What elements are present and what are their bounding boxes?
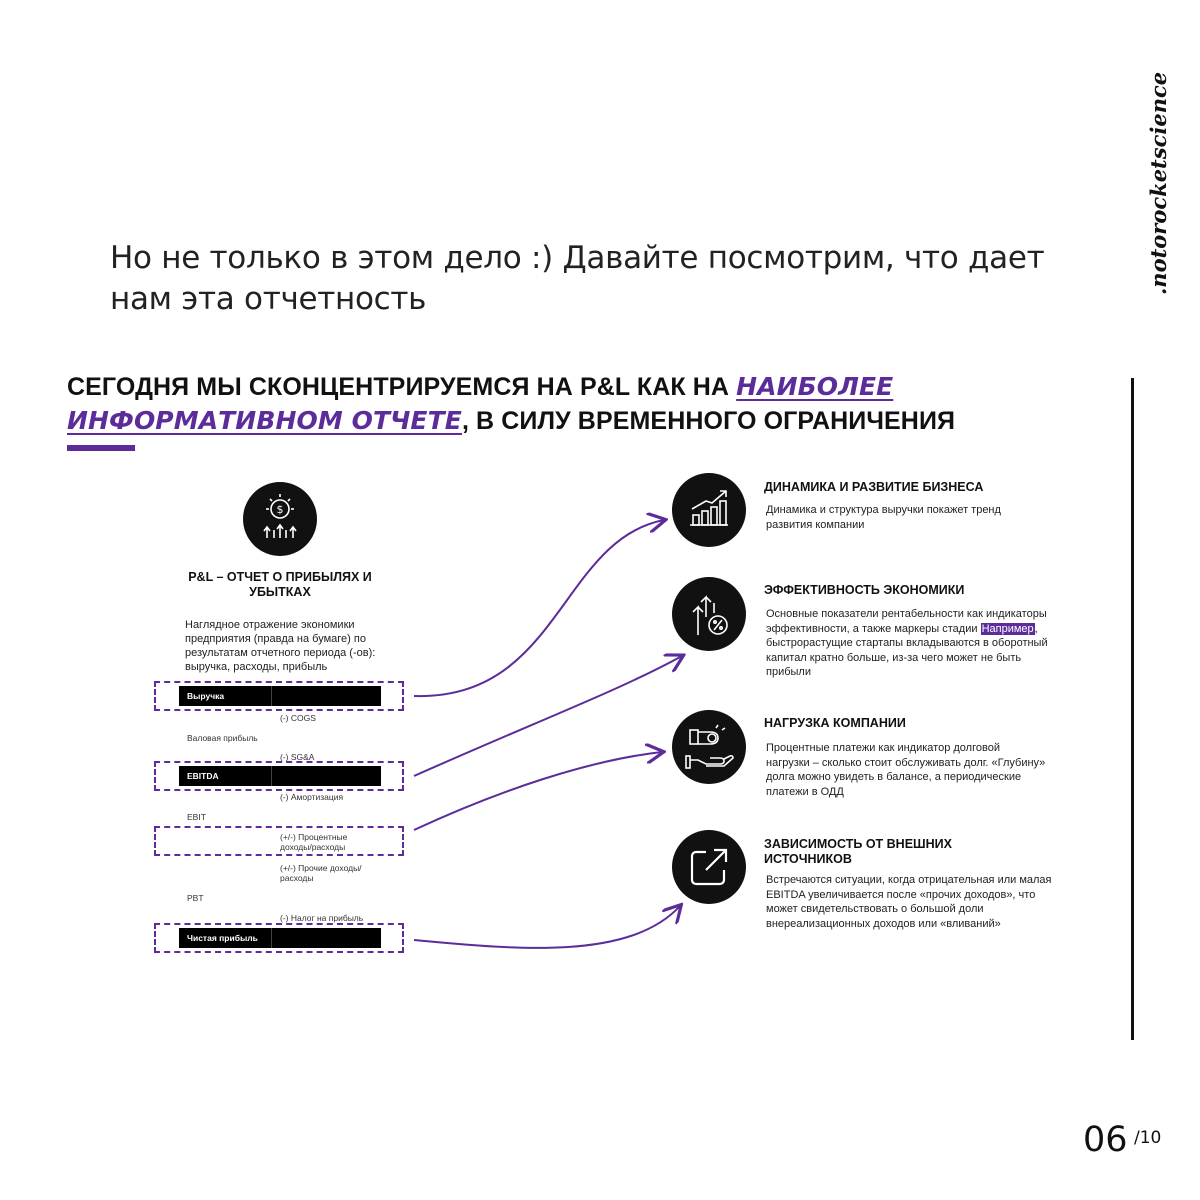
arrow-revenue — [414, 520, 664, 696]
arrow-net-profit — [414, 906, 680, 948]
point-3-text: Процентные платежи как индикатор долговой нагрузки – сколько стоит обслуживать долг. «Глубину» долга можно увидеть в балансе, а периодические платежи в ОДД — [766, 742, 1046, 798]
point-4-text: Встречаются ситуации, когда отрицательная или малая EBITDA увеличивается после «прочих доходов», что может свидетельствовать о большой доли внереализационных доходов или «вливаний» — [766, 874, 1052, 930]
headline-part2: , В СИЛУ ВРЕМЕННОГО ОГРАНИЧЕНИЯ — [461, 407, 956, 435]
point-2-text-before: Основные показатели рентабельности как индикаторы эффективности, а также маркеры стадии — [766, 608, 1047, 635]
svg-text:$: $ — [276, 503, 284, 516]
external-link-icon — [672, 830, 746, 904]
row-sga: (-) SG&A — [280, 752, 315, 762]
point-1-text: Динамика и структура выручки покажет тренд развития компании — [766, 504, 1001, 531]
row-interest: (+/-) Процентные доходы/расходы — [280, 832, 348, 852]
row-ebitda-label: EBITDA — [187, 771, 219, 781]
pl-description: Наглядное отражение экономики предприятия (правда на бумаге) по результатам отчетного периода (-ов): выручка, расходы, прибыль — [185, 619, 376, 673]
row-pbt: PBT — [187, 893, 204, 903]
intro-text: Но не только в этом дело :) Давайте посмотрим, что дает нам эта отчетность — [110, 240, 1045, 317]
headline-part1: СЕГОДНЯ МЫ СКОНЦЕНТРИРУЕМСЯ НА P&L КАК НА — [67, 373, 737, 401]
row-net-profit-label: Чистая прибыль — [187, 933, 258, 943]
point-2-text — [766, 607, 1066, 680]
headline-highlight: НАИБОЛЕЕ ИНФОРМАТИВНОМ ОТЧЕТЕ — [67, 372, 894, 435]
page-number: 06 — [1083, 1120, 1128, 1160]
row-cogs: (-) COGS — [280, 713, 316, 723]
growth-chart-icon — [672, 473, 746, 547]
pl-title: P&L – ОТЧЕТ О ПРИБЫЛЯХ И УБЫТКАХ — [188, 570, 372, 599]
arrow-interest — [414, 752, 662, 830]
point-3-title: НАГРУЗКА КОМПАНИИ — [764, 716, 906, 730]
percent-arrow-icon — [672, 577, 746, 651]
arrow-ebitda — [414, 656, 682, 776]
point-4-title: ЗАВИСИМОСТЬ ОТ ВНЕШНИХ ИСТОЧНИКОВ — [764, 837, 952, 866]
row-amortization: (-) Амортизация — [280, 792, 344, 802]
row-revenue-label: Выручка — [187, 691, 225, 701]
row-gross-profit: Валовая прибыль — [187, 733, 258, 743]
point-2-text-after: , быстрорастущие стартапы вкладываются в оборотный капитал кратно больше, из-за чего может не быть прибыли — [766, 622, 1048, 678]
row-tax: (-) Налог на прибыль — [280, 913, 364, 923]
row-ebit: EBIT — [187, 812, 206, 822]
row-other: (+/-) Прочие доходы/расходы — [280, 863, 362, 883]
point-2-title: ЭФФЕКТИВНОСТЬ ЭКОНОМИКИ — [764, 583, 965, 597]
point-1-title: ДИНАМИКА И РАЗВИТИЕ БИЗНЕСА — [764, 480, 984, 494]
point-2-marked-text: Например — [981, 622, 1034, 635]
brand-text: .notorocketscience — [1146, 71, 1171, 295]
page-total: /10 — [1134, 1128, 1162, 1148]
debt-hand-icon — [672, 710, 746, 784]
